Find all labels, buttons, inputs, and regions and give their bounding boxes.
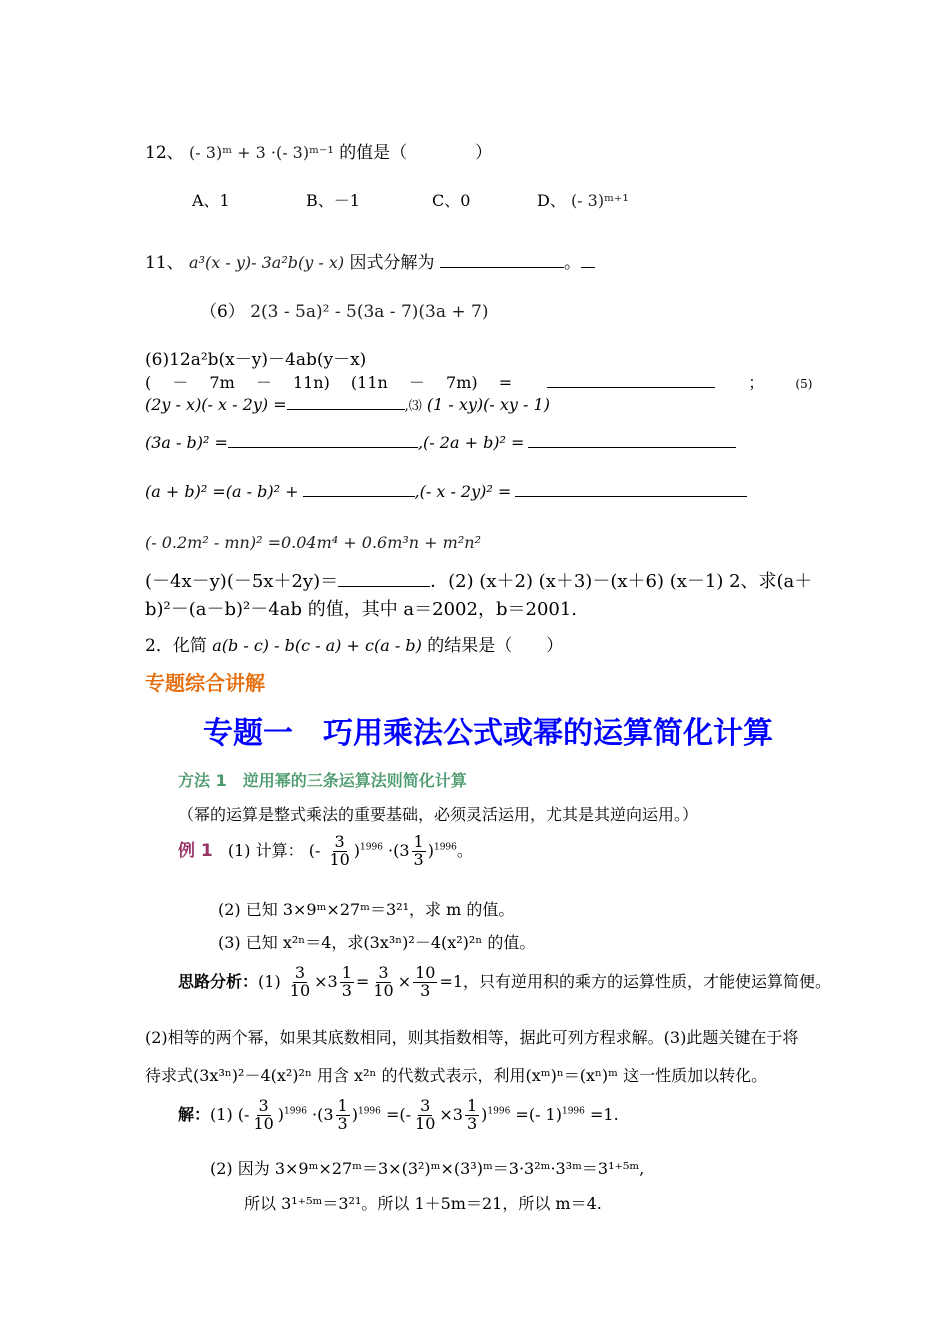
question-12: [145, 138, 492, 163]
line-ab-mid: ,: [414, 482, 420, 501]
question-11: [145, 248, 595, 273]
line-7m-text: ( － 7m － 11n) (11n － 7m) =: [145, 373, 513, 392]
denominator: 10: [329, 849, 350, 869]
example-1-part1: (1) 计算：: [227, 840, 304, 860]
section-heading: 专题综合讲解: [145, 671, 265, 695]
numerator: 3: [334, 832, 345, 851]
q12-expression: (- 3)ᵐ + 3 ·(- 3)ᵐ⁻¹: [189, 143, 334, 162]
analysis-part1: (1): [258, 971, 281, 991]
q12-option-c: C、0: [432, 191, 471, 210]
line-2y-expr: (2y - x)(- x - 2y) =: [145, 395, 287, 414]
topic-title: 专题一 巧用乘法公式或幂的运算简化计算: [203, 716, 773, 751]
analysis-line2: (2)相等的两个幂，如果其底数相同，则其指数相等，据此可列方程求解。(3)此题关键在于将: [145, 1028, 799, 1047]
line-4x-y: [145, 567, 812, 593]
q2-text2: 的结果是（ ）: [427, 636, 564, 656]
solution-tail: =1.: [589, 1104, 619, 1124]
q12-option-d-label: D、: [537, 191, 566, 210]
line-ab-expr: (a + b)² =(a - b)² +: [145, 482, 299, 501]
line-3a-b: [145, 433, 736, 452]
q2-text1: 2．化简: [145, 636, 207, 656]
q11-tail: 因式分解为: [349, 253, 435, 273]
problem-6a: [200, 297, 488, 322]
analysis-line3: 待求式(3x³ⁿ)²－4(x²)²ⁿ 用含 x²ⁿ 的代数式表示，利用(xᵐ)ⁿ＝(xⁿ)ᵐ 这一性质加以转化。: [145, 1066, 768, 1085]
example-1-part2: (2) 已知 3×9ᵐ×27ᵐ＝3²¹，求 m 的值。: [218, 900, 515, 919]
analysis-tail: =1，只有逆用积的乘方的运算性质，才能使运算简便。: [439, 971, 832, 991]
example-1-part3: (3) 已知 x²ⁿ＝4，求(3x³ⁿ)²－4(x²)²ⁿ 的值。: [218, 933, 536, 952]
q11-number: 11、: [145, 253, 184, 273]
line-a-b: [145, 482, 747, 501]
q12-tail: 的值是（ ）: [339, 143, 493, 163]
line-4x-text2: ．(2) (x＋2) (x＋3)－(x＋6) (x－1) 2、求(a＋: [430, 571, 813, 592]
line-3a-blank: [228, 446, 418, 448]
q11-trail-line: [581, 266, 595, 268]
solution-part2: (2) 因为 3×9ᵐ×27ᵐ＝3×(3²)ᵐ×(3³)ᵐ＝3·3²ᵐ·3³ᵐ＝3¹⁺⁵ᵐ,: [210, 1159, 645, 1178]
exponent: 1996: [360, 842, 383, 853]
q12-option-d-expression: (- 3)ᵐ⁺¹: [570, 191, 629, 210]
line-3a-mid: ,: [417, 433, 424, 452]
example-1: [178, 834, 473, 869]
line-7m-tag: (5): [795, 377, 813, 391]
line-7m-11n: [145, 370, 812, 393]
method-heading: 方法 1 逆用幂的三条运算法则简化计算: [178, 771, 467, 790]
q12-option-d: [537, 188, 629, 211]
solution: [178, 1098, 619, 1133]
solution-part1: (1): [210, 1104, 233, 1124]
line-2y-blank: [287, 408, 405, 410]
line-4x-blank: [338, 585, 430, 587]
fraction: [327, 834, 351, 869]
solution-formula: (- $\frac{3}{10}$ )$^{1996}$ ·(3 $\frac{1}{3}$ )$^{1996}$ =(- $\frac{3}{10}$ ×3 $\frac{1}{3}$ )$^{1996}$ =(- 1)$^{1996}$: [237, 1096, 585, 1133]
analysis-label: 思路分析：: [178, 971, 259, 991]
line-02m: (- 0.2m² - mn)² =0.04m⁴ + 0.6m³n + m²n²: [145, 533, 481, 552]
q11-end: 。: [563, 253, 581, 273]
q12-option-b: B、－1: [306, 191, 360, 210]
q11-answer-blank: [440, 266, 564, 268]
line-ab-blank2: [515, 495, 747, 497]
exponent: 1996: [433, 842, 457, 853]
line-3a-blank2: [528, 446, 736, 448]
solution-label: 解：: [178, 1104, 211, 1124]
question-2: [145, 631, 563, 656]
analysis-formula: $\frac{3}{10}$ ×3 $\frac{1}{3}$ = $\frac{3}{10}$ × $\frac{10}{3}$: [289, 963, 436, 1000]
problem-6b: (6)12a²b(x－y)－4ab(y－x): [145, 350, 367, 370]
line-2y-x: [145, 395, 550, 414]
line-2y-mid: ,⑶: [404, 399, 422, 414]
example-1-label: 例 1: [178, 840, 213, 861]
line-4x-text1: (－4x－y)(－5x＋2y)＝: [145, 571, 339, 592]
problem-6a-label: （6）: [200, 302, 245, 322]
solution-part3: 所以 3¹⁺⁵ᵐ＝3²¹。所以 1＋5m＝21，所以 m＝4.: [244, 1194, 602, 1213]
line-2y-expr2: (1 - xy)(- xy - 1): [426, 395, 550, 414]
example-1-end: 。: [456, 840, 473, 860]
line-7m-tail: ；: [748, 373, 765, 392]
intro-text: （幂的运算是整式乘法的重要基础，必须灵活运用，尤其是其逆向运用。）: [178, 805, 699, 824]
numerator: 1: [413, 832, 424, 851]
line-b2: b)²－(a－b)²－4ab 的值，其中 a＝2002，b＝2001.: [145, 599, 578, 620]
line-7m-blank: [547, 386, 715, 388]
q2-expression: a(b - c) - b(c - a) + c(a - b): [212, 636, 422, 655]
q12-option-a: A、1: [192, 191, 230, 210]
line-ab-blank: [303, 495, 415, 497]
line-ab-expr2: (- x - 2y)² =: [419, 482, 512, 501]
example-1-formula: (- $\frac{3}{10}$ )$^{1996}$ ·(3 $\frac{1}{3}$ )$^{1996}$: [308, 832, 457, 869]
q12-number: 12、: [145, 143, 184, 163]
problem-6a-expression: 2(3 - 5a)² - 5(3a - 7)(3a + 7): [250, 302, 489, 322]
line-3a-expr2: (- 2a + b)² =: [423, 433, 525, 452]
analysis: [178, 965, 831, 1000]
q11-expression: a³(x - y)- 3a²b(y - x): [189, 253, 345, 272]
mixed-fraction: [412, 834, 426, 869]
line-3a-expr: (3a - b)² =: [145, 433, 228, 452]
denominator: 3: [413, 849, 424, 869]
